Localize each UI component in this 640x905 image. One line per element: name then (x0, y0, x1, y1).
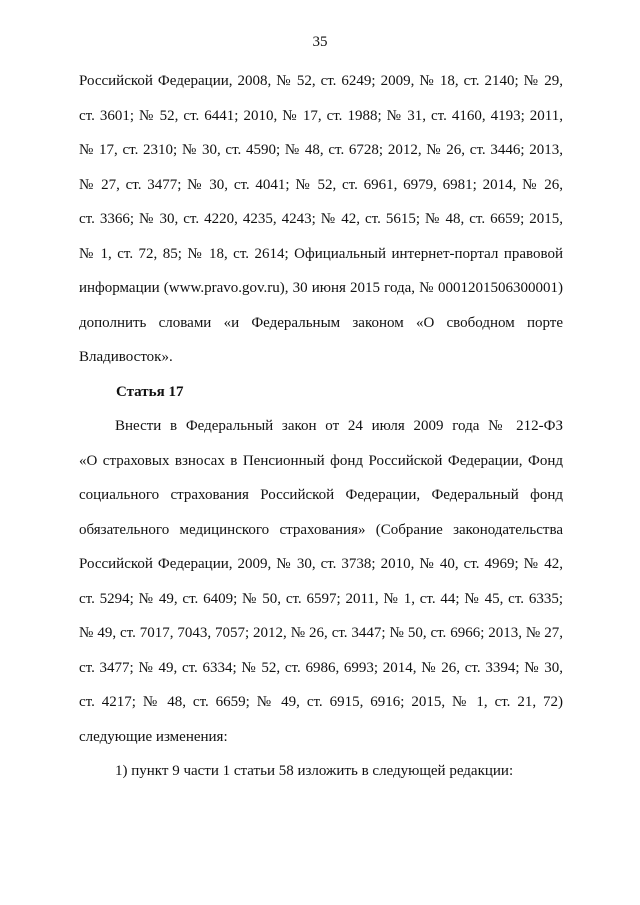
text-line: № 27, ст. 3477; № 30, ст. 4041; № 52, ст. 6961, 6979, 6981; 2014, № 26, (79, 176, 563, 193)
text-line: Внести в Федеральный закон от 24 июля 2009 года № 212-ФЗ (115, 418, 563, 434)
text-line: ст. 3477; № 49, ст. 6334; № 52, ст. 6986, 6993; 2014, № 26, ст. 3394; № 30, (79, 659, 563, 676)
text-line: обязательного медицинского страхования» (Собрание законодательства (79, 521, 563, 538)
text-line: следующие изменения: (79, 728, 228, 745)
text-line: дополнить словами «и Федеральным законом «О свободном порте (79, 314, 563, 331)
article-heading: Статья 17 (116, 383, 184, 400)
text-line: ст. 5294; № 49, ст. 6409; № 50, ст. 6597; 2011, № 1, ст. 44; № 45, ст. 6335; (79, 590, 563, 607)
text-line: ст. 3601; № 52, ст. 6441; 2010, № 17, ст. 1988; № 31, ст. 4160, 4193; 2011, (79, 107, 563, 124)
text-line: № 17, ст. 2310; № 30, ст. 4590; № 48, ст. 6728; 2012, № 26, ст. 3446; 2013, (79, 142, 563, 158)
text-line: Российской Федерации, 2008, № 52, ст. 6249; 2009, № 18, ст. 2140; № 29, (79, 73, 563, 89)
text-line: Владивосток». (79, 349, 173, 365)
page-number: 35 (312, 34, 328, 50)
text-line: информации (www.pravo.gov.ru), 30 июня 2015 года, № 0001201506300001) (79, 280, 563, 296)
text-line: Российской Федерации, 2009, № 30, ст. 3738; 2010, № 40, ст. 4969; № 42, (79, 556, 563, 572)
text-line: ст. 3366; № 30, ст. 4220, 4235, 4243; № 42, ст. 5615; № 48, ст. 6659; 2015, (79, 211, 563, 227)
text-line: № 49, ст. 7017, 7043, 7057; 2012, № 26, ст. 3447; № 50, ст. 6966; 2013, № 27, (79, 625, 563, 641)
list-item: 1) пункт 9 части 1 статьи 58 изложить в следующей редакции: (115, 763, 514, 779)
text-line: «О страховых взносах в Пенсионный фонд Российской Федерации, Фонд (79, 452, 563, 469)
text-line: социального страхования Российской Федерации, Федеральный фонд (79, 487, 563, 503)
text-line: ст. 4217; № 48, ст. 6659; № 49, ст. 6915, 6916; 2015, № 1, ст. 21, 72) (79, 694, 563, 710)
text-line: № 1, ст. 72, 85; № 18, ст. 2614; Официальный интернет-портал правовой (79, 245, 563, 262)
document-body (79, 71, 563, 796)
